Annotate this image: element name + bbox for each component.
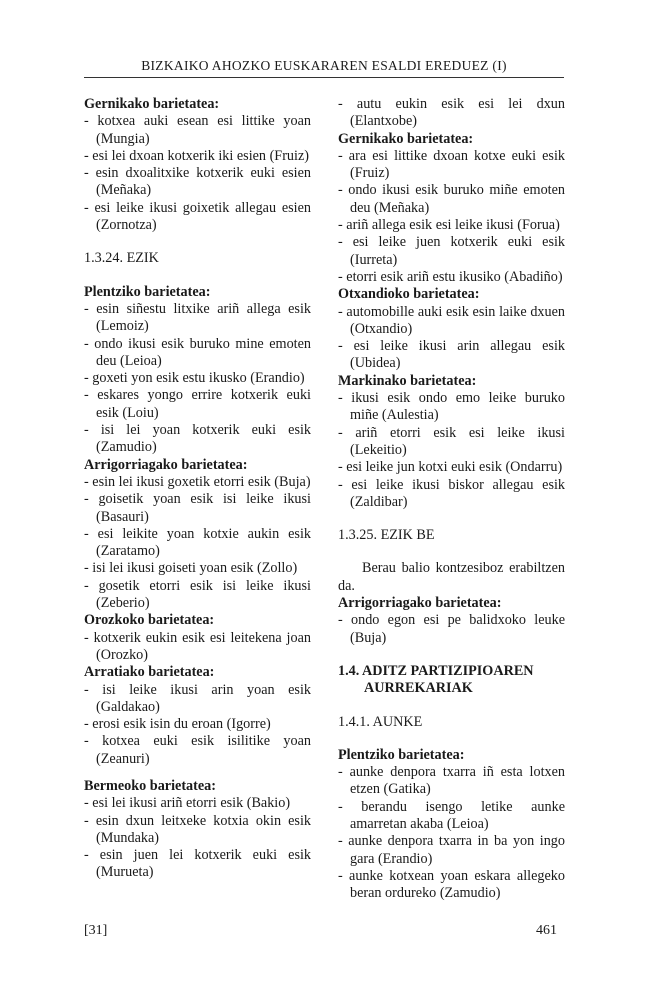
dialect-heading: Arrigorriagako barietatea: bbox=[84, 456, 248, 473]
example-item: - kotxea euki esik isilitike yoan (Zeanuri) bbox=[84, 733, 311, 767]
dialect-heading: Arratiako barietatea: bbox=[84, 664, 215, 681]
dialect-heading: Plentziko barietatea: bbox=[338, 746, 465, 763]
example-item: - etorri esik ariñ estu ikusiko (Abadiño) bbox=[338, 268, 563, 285]
dialect-heading: Gernikako barietatea: bbox=[84, 96, 220, 112]
example-item: - isi lei ikusi goiseti yoan esik (Zollo) bbox=[84, 560, 298, 577]
dialect-heading: Arrigorriagako barietatea: bbox=[338, 595, 502, 612]
example-item: - ariñ etorri esik esi leike ikusi (Lekeitio) bbox=[338, 424, 565, 458]
example-item: - ara esi littike dxoan kotxe euki esik (Fruiz) bbox=[338, 147, 565, 182]
example-item: - ikusi esik ondo emo leike buruko miñe (Aulestia) bbox=[338, 390, 565, 424]
chapter-heading: 1.4. ADITZ PARTIZIPIOAREN AURREKARIAK bbox=[338, 662, 534, 697]
example-item: - goisetik yoan esik isi leike ikusi (Basauri) bbox=[84, 491, 311, 525]
example-item: - esin siñestu litxike ariñ allega esik (Lemoiz) bbox=[84, 300, 311, 335]
example-item: - aunke denpora txarra iñ esta lotxen etzen (Gatika) bbox=[338, 764, 565, 798]
example-item: - ondo ikusi esik buruko miñe emoten deu (Meñaka) bbox=[338, 182, 565, 216]
example-item: - esi leike ikusi biskor allegau esik (Zaldibar) bbox=[338, 476, 565, 510]
example-item: - esi leike ikusi goixetik allegau esien (Zornotza) bbox=[84, 199, 311, 234]
example-item: - esi lei dxoan kotxerik iki esien (Fruiz) bbox=[84, 147, 309, 164]
example-item: - esi leike juen kotxerik euki esik (Iurreta) bbox=[338, 234, 565, 268]
header-rule bbox=[84, 77, 564, 78]
example-item: - ariñ allega esik esi leike ikusi (Forua) bbox=[338, 217, 560, 234]
body-paragraph: Berau balio kontzesiboz erabiltzen da. bbox=[338, 560, 565, 594]
example-item: - aunke kotxean yoan eskara allegeko beran ordureko (Zamudio) bbox=[338, 867, 565, 902]
example-item: - isi lei yoan kotxerik euki esik (Zamudio) bbox=[84, 422, 311, 456]
example-item: - goxeti yon esik estu ikusko (Erandio) bbox=[84, 370, 305, 387]
example-item: - esi leikite yoan kotxie aukin esik (Zaratamo) bbox=[84, 525, 311, 560]
example-item: - aunke denpora txarra in ba yon ingo gara (Erandio) bbox=[338, 833, 565, 867]
running-header: BIZKAIKO AHOZKO EUSKARAREN ESALDI EREDUEZ (I) bbox=[141, 58, 507, 73]
example-item: - esi leike ikusi arin allegau esik (Ubidea) bbox=[338, 338, 565, 372]
section-heading: 1.3.24. EZIK bbox=[84, 250, 159, 267]
example-item: - kotxea auki esean esi littike yoan (Mungia) bbox=[84, 113, 311, 147]
dialect-heading: Otxandioko barietatea: bbox=[338, 286, 480, 303]
example-item: - esin juen lei kotxerik euki esik (Murueta) bbox=[84, 847, 311, 881]
dialect-heading: Bermeoko barietatea: bbox=[84, 777, 216, 794]
section-heading: 1.4.1. AUNKE bbox=[338, 713, 423, 730]
example-item: - gosetik etorri esik isi leike ikusi (Zeberio) bbox=[84, 577, 311, 612]
example-item: - berandu isengo letike aunke amarretan akaba (Leioa) bbox=[338, 798, 565, 832]
page-number: 461 bbox=[536, 923, 557, 938]
example-item: - ondo ikusi esik buruko mine emoten deu (Leioa) bbox=[84, 335, 311, 369]
example-item: - esin lei ikusi goxetik etorri esik (Buja) bbox=[84, 473, 311, 490]
example-item: - eskares yongo errire kotxerik euki esik (Loiu) bbox=[84, 387, 311, 421]
example-item: - esin dxun leitxeke kotxia okin esik (Mundaka) bbox=[84, 812, 311, 846]
example-item: - automobille auki esik esin laike dxuen (Otxandio) bbox=[338, 303, 565, 337]
dialect-heading: Markinako barietatea: bbox=[338, 372, 477, 389]
left-column bbox=[84, 96, 311, 882]
dialect-heading: Orozkoko barietatea: bbox=[84, 612, 215, 629]
dialect-heading: Plentziko barietatea: bbox=[84, 283, 211, 300]
example-item: - kotxerik eukin esik esi leitekena joan (Orozko) bbox=[84, 629, 311, 663]
page-marker: [31] bbox=[84, 923, 108, 938]
right-column bbox=[338, 96, 565, 902]
example-item: - ondo egon esi pe balidxoko leuke (Buja) bbox=[338, 612, 565, 646]
example-item: - esi lei ikusi ariñ etorri esik (Bakio) bbox=[84, 795, 291, 812]
dialect-heading: Gernikako barietatea: bbox=[338, 130, 474, 147]
example-item: - autu eukin esik esi lei dxun (Elantxobe) bbox=[338, 96, 565, 130]
example-item: - esin dxoalitxike kotxerik euki esien (Meñaka) bbox=[84, 165, 311, 199]
example-item: - esi leike jun kotxi euki esik (Ondarru) bbox=[338, 459, 563, 476]
example-item: - erosi esik isin du eroan (Igorre) bbox=[84, 716, 271, 733]
section-heading: 1.3.25. EZIK BE bbox=[338, 527, 435, 544]
example-item: - isi leike ikusi arin yoan esik (Galdakao) bbox=[84, 681, 311, 715]
